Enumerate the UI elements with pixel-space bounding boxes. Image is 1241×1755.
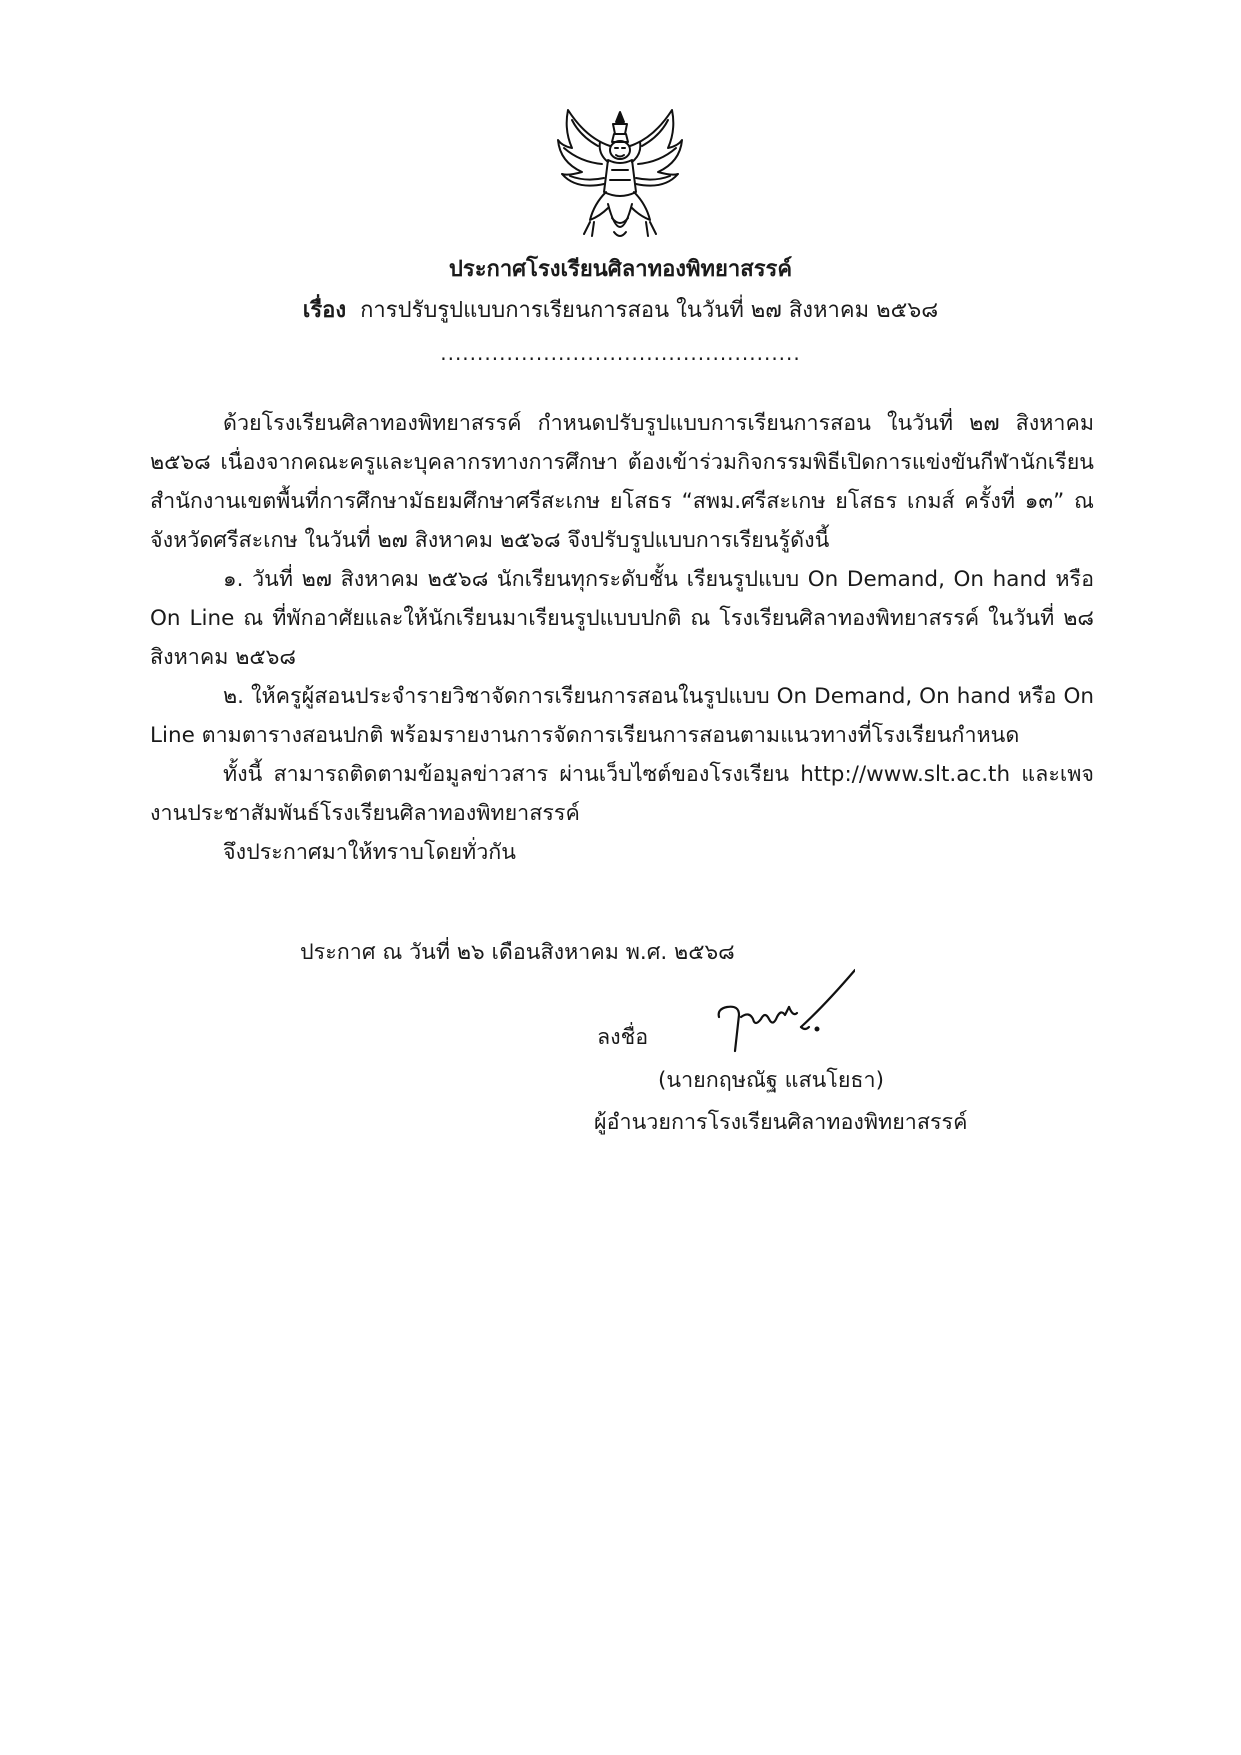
announcement-body [150, 404, 1094, 872]
signer-name: (นายกฤษณัฐ แสนโยธา) [658, 1068, 885, 1093]
body-closing: จึงประกาศมาให้ทราบโดยทั่วกัน [223, 840, 517, 865]
separator-dots: ................................................. [440, 341, 801, 365]
subject-text: การปรับรูปแบบการเรียนการสอน ในวันที่ ๒๗ สิงหาคม ๒๕๖๘ [360, 298, 939, 323]
body-paragraph-item-2: ๒. ให้ครูผู้สอนประจำรายวิชาจัดการเรียนการสอนในรูปแบบ On Demand, On hand หรือ On Line ตามตารางสอนปกติ พร้อมรายงานการจัดการเรียนการสอนตามแนวทางที่โรงเรียนกำหนด [150, 684, 1094, 748]
body-paragraph-item-1: ๑. วันที่ ๒๗ สิงหาคม ๒๕๖๘ นักเรียนทุกระดับชั้น เรียนรูปแบบ On Demand, On hand หรือ On Line ณ ที่พักอาศัยและให้นักเรียนมาเรียนรูปแบบปกติ ณ โรงเรียนศิลาทองพิทยาสรรค์ ในวันที่ ๒๘ สิงหาคม ๒๕๖๘ [150, 567, 1094, 670]
body-paragraph-info: ทั้งนี้ สามารถติดตามข้อมูลข่าวสาร ผ่านเว็บไซต์ของโรงเรียน http://www.slt.ac.th และเพจงานประชาสัมพันธ์โรงเรียนศิลาทองพิทยาสรรค์ [150, 762, 1094, 826]
garuda-emblem-icon [550, 100, 690, 250]
subject-label: เรื่อง [302, 298, 347, 323]
handwritten-signature [705, 965, 855, 1065]
announcement-subject [0, 296, 1241, 326]
announcement-title: ประกาศโรงเรียนศิลาทองพิทยาสรรค์ [448, 257, 793, 282]
signer-position: ผู้อำนวยการโรงเรียนศิลาทองพิทยาสรรค์ [594, 1110, 968, 1135]
sign-label: ลงชื่อ [597, 1025, 649, 1050]
announcement-date: ประกาศ ณ วันที่ ๒๖ เดือนสิงหาคม พ.ศ. ๒๕๖๘ [300, 940, 735, 965]
body-paragraph-intro: ด้วยโรงเรียนศิลาทองพิทยาสรรค์ กำหนดปรับรูปแบบการเรียนการสอน ในวันที่ ๒๗ สิงหาคม ๒๕๖๘ เนื่องจากคณะครูและบุคลากรทางการศึกษา ต้องเข้าร่วมกิจกรรมพิธีเปิดการแข่งขันกีฬานักเรียน สำนักงานเขตพื้นที่การศึกษามัธยมศึกษาศรีสะเกษ ยโสธร “สพม.ศรีสะเกษ ยโสธร เกมส์ ครั้งที่ ๑๓” ณ จังหวัดศรีสะเกษ ในวันที่ ๒๗ สิงหาคม ๒๕๖๘ จึงปรับรูปแบบการเรียนรู้ดังนี้ [150, 411, 1094, 553]
